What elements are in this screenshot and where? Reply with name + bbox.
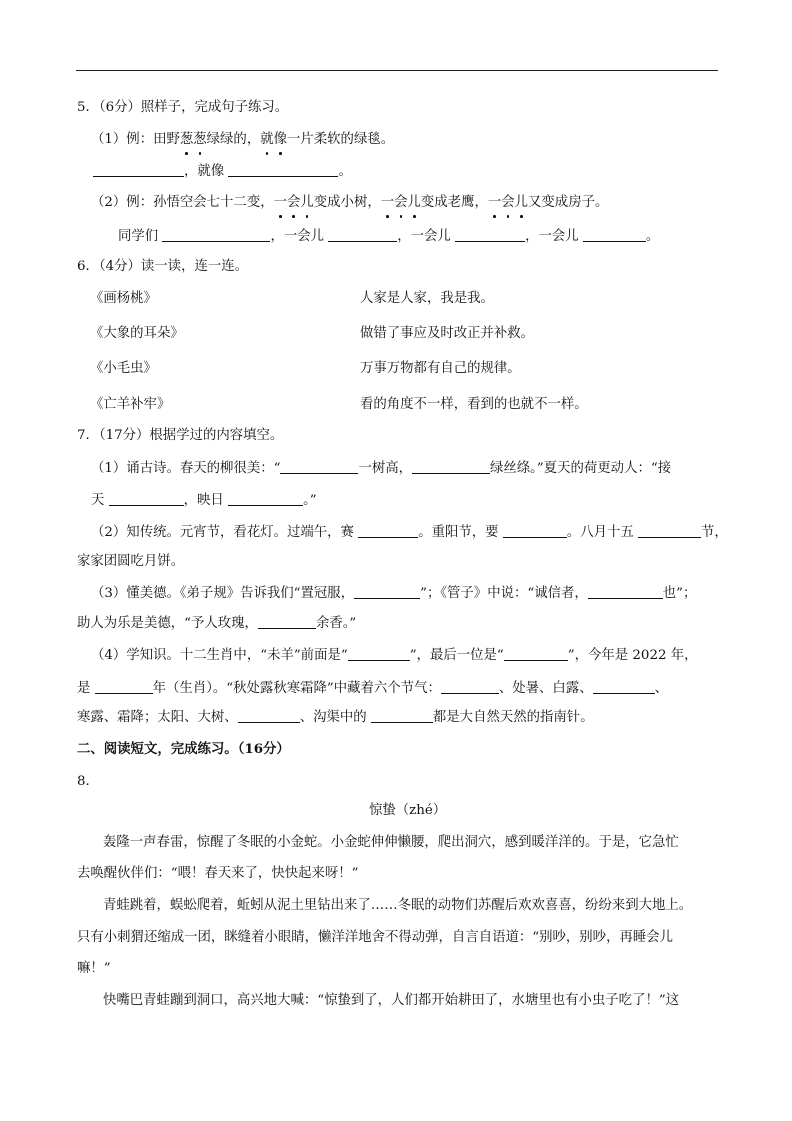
blank[interactable] xyxy=(504,646,568,661)
blank[interactable] xyxy=(258,614,316,629)
q5-example-1: （1）例：田野葱葱绿绿的，就像一片柔软的绿毯。 xyxy=(91,130,394,150)
q7-part4-line2: 是 年（生肖）。“秋处露秋寒霜降”中藏着六个节气： 、处暑、白露、 、 xyxy=(77,681,668,696)
passage-line: 轰隆一声春雷，惊醒了冬眠的小金蛇。小金蛇伸伸懒腰，爬出洞穴，感到暖洋洋的。于是，它急忙 xyxy=(103,835,679,850)
q7-part1-line1: （1）诵古诗。春天的柳很美：“ 一树高， 绿丝绦。”夏天的荷更动人：“接 xyxy=(91,461,672,476)
q5-example-2: （2）例：孙悟空会七十二变，一会儿变成小树，一会儿变成老鹰，一会儿又变成房子。 xyxy=(91,193,608,213)
q7-part3-line1: （3）懂美德。《弟子规》告诉我们“置冠服， ”；《管子》中说：“诚信者， 也”； xyxy=(91,586,697,601)
q6-left-item[interactable]: 《大象的耳朵》 xyxy=(90,326,184,341)
blank[interactable] xyxy=(588,584,663,599)
q6-right-item[interactable]: 人家是人家，我是我。 xyxy=(360,291,494,306)
blank[interactable] xyxy=(455,227,525,242)
q7-part4-line3: 寒露、霜降；太阳、大树、 、沟渠中的 都是大自然天然的指南针。 xyxy=(77,710,594,725)
blank[interactable] xyxy=(638,523,701,538)
q5-heading: 5．（6分）照样子，完成句子练习。 xyxy=(77,100,289,115)
blank[interactable] xyxy=(238,708,300,723)
q6-right-item[interactable]: 看的角度不一样，看到的也就不一样。 xyxy=(360,397,588,412)
q7-heading: 7．（17分）根据学过的内容填空。 xyxy=(77,428,284,443)
q8-number: 8． xyxy=(77,774,99,789)
q5-answer-1: ，就像 。 xyxy=(93,162,352,182)
blank[interactable] xyxy=(441,679,499,694)
passage-line: 只有小刺猬还缩成一团，眯缝着小眼睛，懒洋洋地舍不得动弹，自言自语道：“别吵，别吵，再睡会儿 xyxy=(77,930,674,945)
blank[interactable] xyxy=(348,646,410,661)
q5-answer-2: 同学们 ，一会儿 ，一会儿 ，一会儿 。 xyxy=(118,229,660,244)
q6-right-item[interactable]: 做错了事应及时改正并补救。 xyxy=(360,326,535,341)
header-rule xyxy=(76,70,718,71)
blank[interactable] xyxy=(280,459,358,474)
q7-part1-line2: 天 ，映日 。” xyxy=(91,493,317,508)
blank[interactable] xyxy=(228,491,303,506)
q7-part2-line2: 家家团圆吃月饼。 xyxy=(77,554,185,569)
q6-right-item[interactable]: 万事万物都有自己的规律。 xyxy=(360,361,521,376)
passage-line: 快嘴巴青蛙蹦到洞口，高兴地大喊：“惊蛰到了，人们都开始耕田了，水塘里也有小虫子吃了！”这 xyxy=(103,993,680,1008)
passage-title: 惊蛰（zhé） xyxy=(369,803,447,818)
blank[interactable] xyxy=(371,708,433,723)
blank[interactable] xyxy=(503,523,567,538)
q7-part4-line1: （4）学知识。十二生肖中，“未羊”前面是“ ”，最后一位是“ ”，今年是 2022 年， xyxy=(91,648,698,663)
blank[interactable] xyxy=(358,523,418,538)
blank[interactable] xyxy=(109,491,184,506)
blank[interactable] xyxy=(93,162,184,177)
q6-heading: 6．（4分）读一读，连一连。 xyxy=(77,259,249,274)
blank[interactable] xyxy=(228,162,338,177)
blank[interactable] xyxy=(354,584,420,599)
q6-left-item[interactable]: 《亡羊补牢》 xyxy=(90,397,171,412)
passage-line: 嘛！” xyxy=(77,961,111,976)
q7-part2-line1: （2）知传统。元宵节，看花灯。过端午，赛 。重阳节，要 。八月十五 节， xyxy=(91,525,728,540)
passage-line: 去唤醒伙伴们：“喂！春天来了，快快起来呀！” xyxy=(77,866,359,881)
blank[interactable] xyxy=(412,459,490,474)
section-2-heading: 二、阅读短文，完成练习。（16分） xyxy=(77,741,290,757)
blank[interactable] xyxy=(95,679,153,694)
blank[interactable] xyxy=(583,227,646,242)
q7-part3-line2: 助人为乐是美德，“予人玫瑰， 余香。” xyxy=(77,616,357,631)
blank[interactable] xyxy=(328,227,397,242)
q6-left-item[interactable]: 《小毛虫》 xyxy=(90,361,157,376)
passage-line: 青蛙跳着，蜈蚣爬着，蚯蚓从泥土里钻出来了……冬眠的动物们苏醒后欢欢喜喜，纷纷来到大地上。 xyxy=(103,898,693,913)
q6-left-item[interactable]: 《画杨桃》 xyxy=(90,291,157,306)
blank[interactable] xyxy=(162,227,270,242)
blank[interactable] xyxy=(593,679,655,694)
